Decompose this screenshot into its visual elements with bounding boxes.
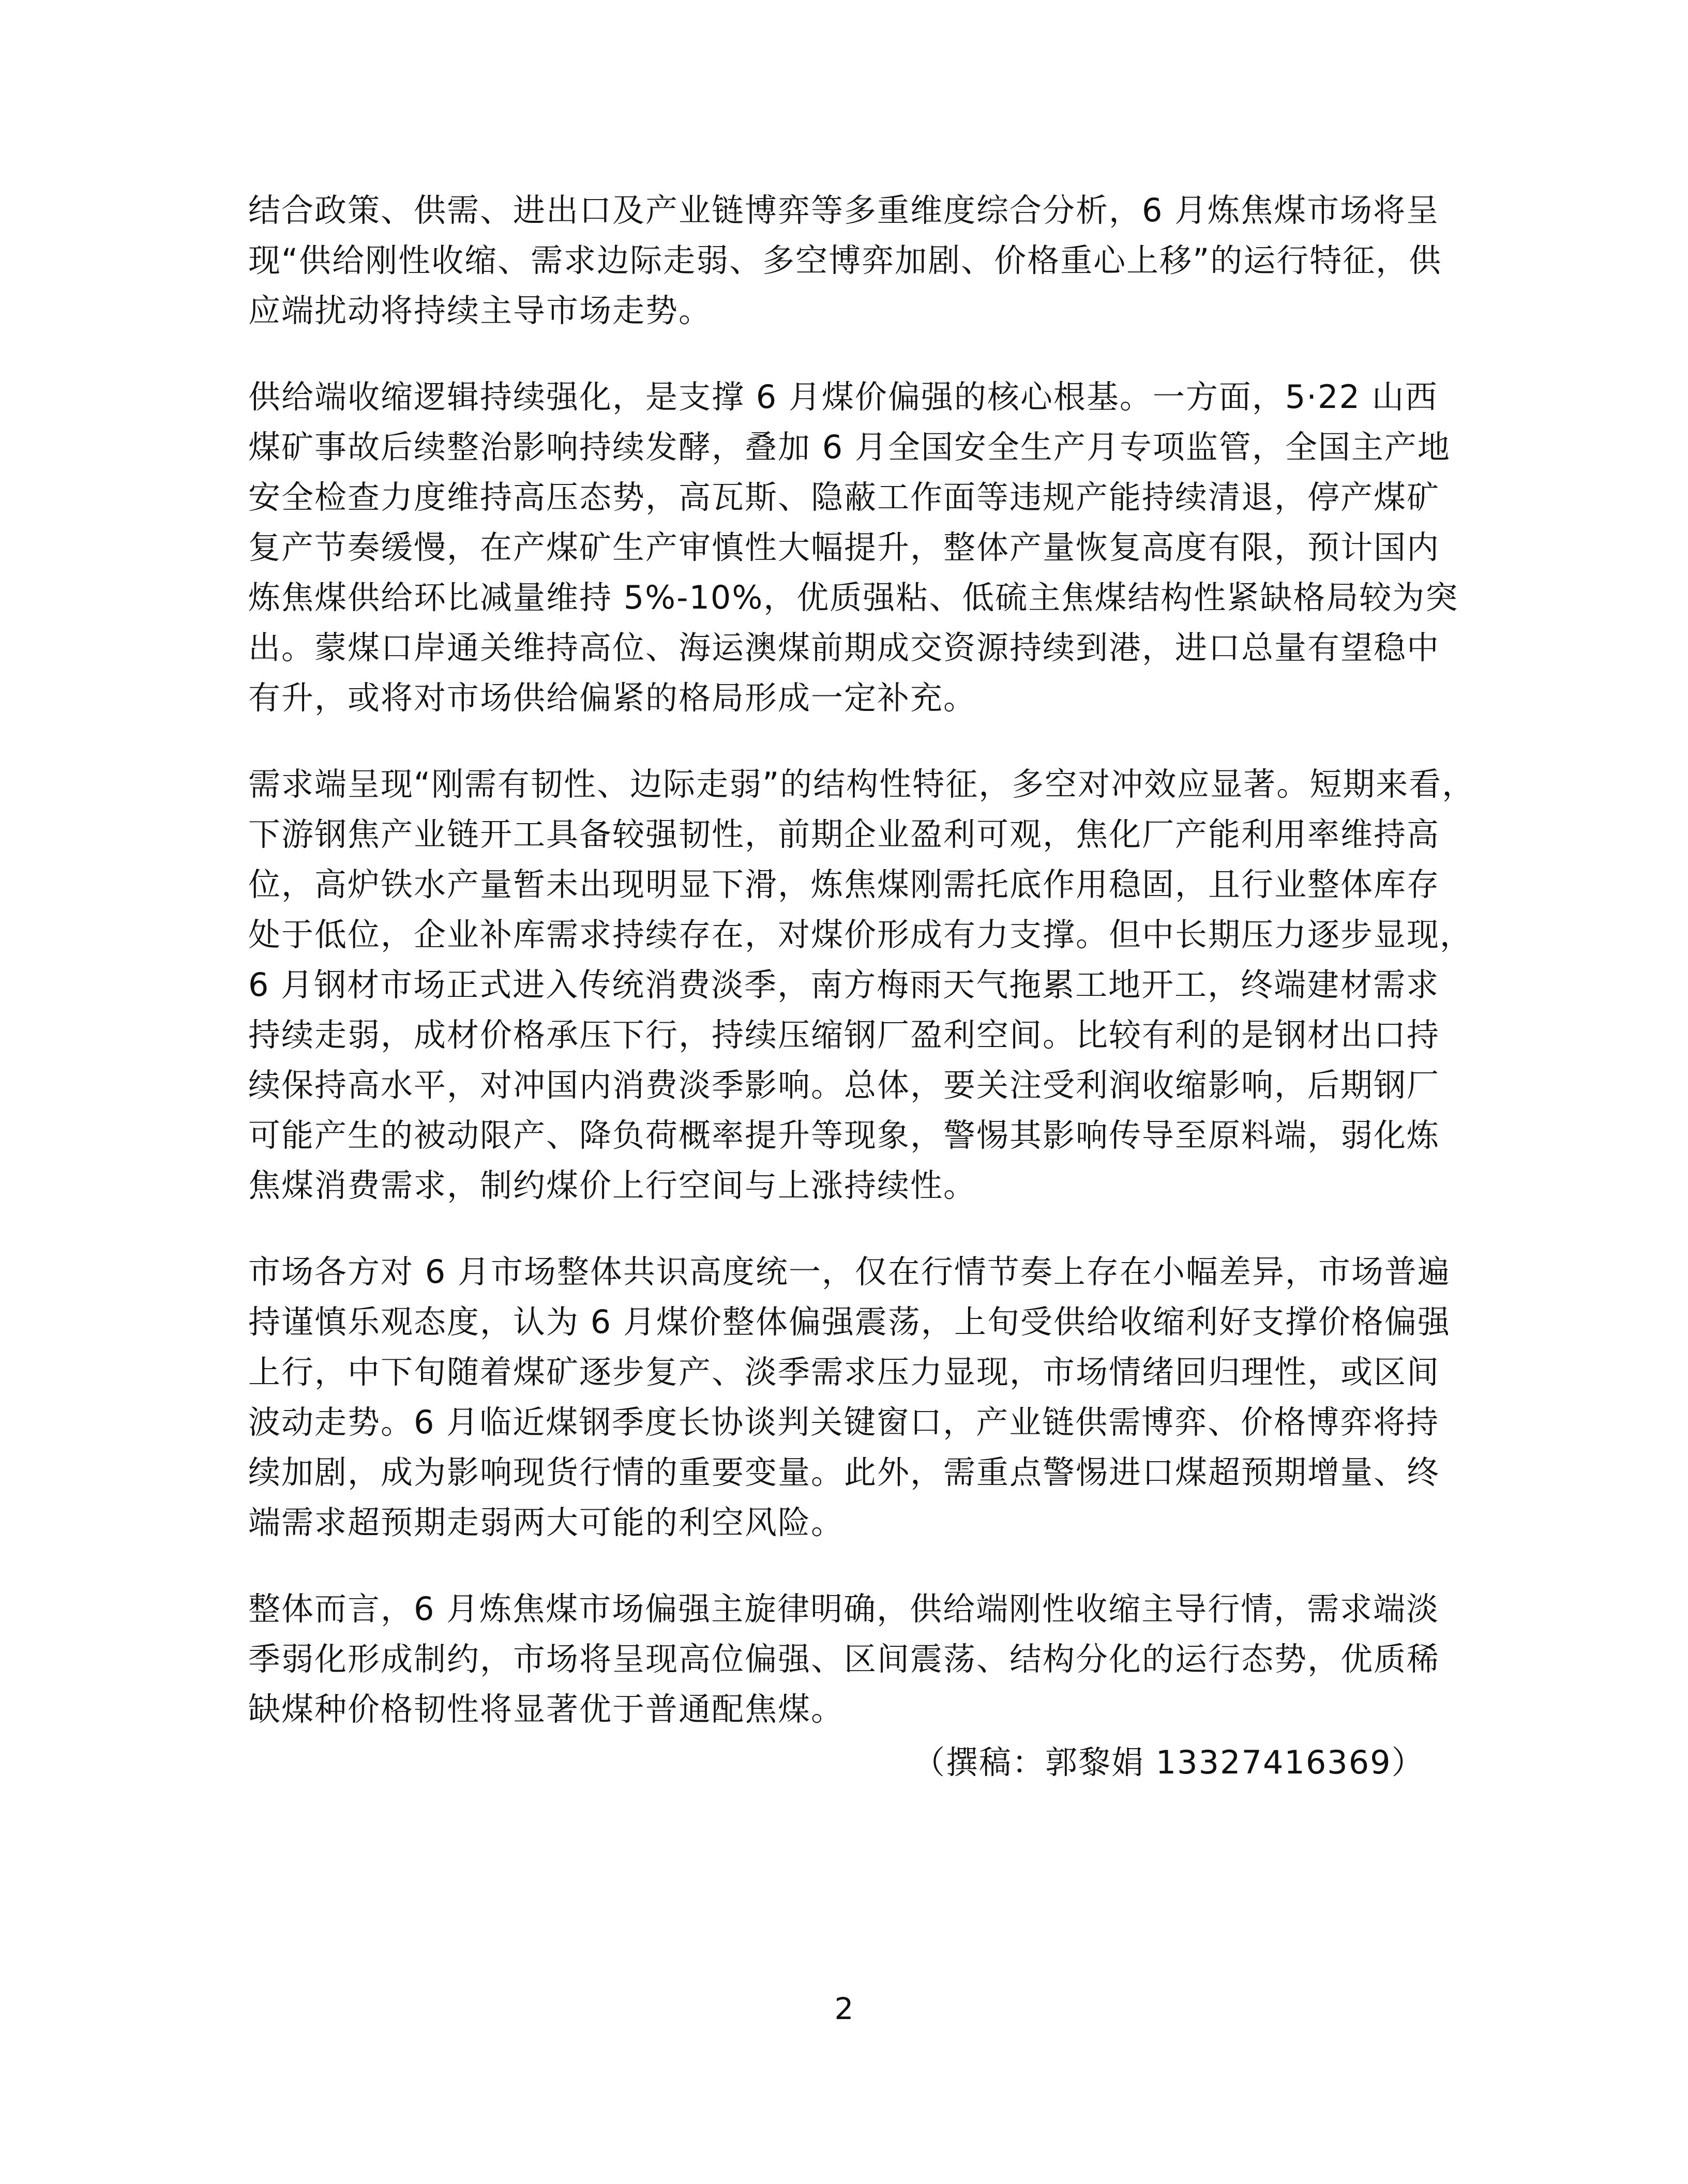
paragraph-5 <box>248 1584 1445 1734</box>
text-line: 缺煤种价格韧性将显著优于普通配焦煤。 <box>248 1690 845 1728</box>
text-line: 焦煤消费需求，制约煤价上行空间与上涨持续性。 <box>248 1166 977 1204</box>
text-line: 炼焦煤供给环比减量维持 5%-10%，优质强粘、低硫主焦煤结构性紧缺格局较为突 <box>248 579 1459 616</box>
paragraph-4 <box>248 1247 1451 1548</box>
text-line: 位，高炉铁水产量暂未出现明显下滑，炼焦煤刚需托底作用稳固，且行业整体库存 <box>248 866 1440 903</box>
text-line: 下游钢焦产业链开工具备较强韧性，前期企业盈利可观，焦化厂产能利用率维持高 <box>248 815 1440 853</box>
text-line: 煤矿事故后续整治影响持续发酵，叠加 6 月全国安全生产月专项监管，全国主产地 <box>248 428 1451 466</box>
text-line: 处于低位，企业补库需求持续存在，对煤价形成有力支撑。但中长期压力逐步显现， <box>248 916 1473 953</box>
author-byline: （撰稿：郭黎娟 13327416369） <box>913 1743 1425 1781</box>
text-line: 复产节奏缓慢，在产煤矿生产审慎性大幅提升，整体产量恢复高度有限，预计国内 <box>248 528 1440 566</box>
paragraph-2 <box>248 372 1459 723</box>
text-line: 安全检查力度维持高压态势，高瓦斯、隐蔽工作面等违规产能持续清退，停产煤矿 <box>248 478 1440 516</box>
text-line: 季弱化形成制约，市场将呈现高位偏强、区间震荡、结构分化的运行态势，优质稀 <box>248 1640 1440 1678</box>
text-line: 市场各方对 6 月市场整体共识高度统一，仅在行情节奏上存在小幅差异，市场普遍 <box>248 1253 1451 1291</box>
text-line: 端需求超预期走弱两大可能的利空风险。 <box>248 1504 845 1541</box>
text-line: 续保持高水平，对冲国内消费淡季影响。总体，要关注受利润收缩影响，后期钢厂 <box>248 1066 1440 1104</box>
text-line: 6 月钢材市场正式进入传统消费淡季，南方梅雨天气拖累工地开工，终端建材需求 <box>248 966 1440 1004</box>
text-line: 上行，中下旬随着煤矿逐步复产、淡季需求压力显现，市场情绪回归理性，或区间 <box>248 1353 1440 1391</box>
text-line: 应端扰动将持续主导市场走势。 <box>248 292 712 329</box>
text-line: 整体而言，6 月炼焦煤市场偏强主旋律明确，供给端刚性收缩主导行情，需求端淡 <box>248 1590 1440 1628</box>
text-line: 持谨慎乐观态度，认为 6 月煤价整体偏强震荡，上旬受供给收缩利好支撑价格偏强 <box>248 1303 1451 1341</box>
text-line: 有升，或将对市场供给偏紧的格局形成一定补充。 <box>248 679 977 717</box>
page-number: 2 <box>834 1991 854 2026</box>
text-line: 需求端呈现“刚需有韧性、边际走弱”的结构性特征，多空对冲效应显著。短期来看， <box>248 765 1475 803</box>
text-line: 持续走弱，成材价格承压下行，持续压缩钢厂盈利空间。比较有利的是钢材出口持 <box>248 1016 1440 1054</box>
text-line: 续加剧，成为影响现货行情的重要变量。此外，需重点警惕进口煤超预期增量、终 <box>248 1453 1440 1491</box>
text-line: 出。蒙煤口岸通关维持高位、海运澳煤前期成交资源持续到港，进口总量有望稳中 <box>248 629 1440 666</box>
text-line: 可能产生的被动限产、降负荷概率提升等现象，警惕其影响传导至原料端，弱化炼 <box>248 1116 1440 1154</box>
paragraph-3 <box>248 759 1475 1210</box>
article-body <box>248 185 1475 1770</box>
paragraph-1 <box>248 185 1445 336</box>
text-line: 波动走势。6 月临近煤钢季度长协谈判关键窗口，产业链供需博弈、价格博弈将持 <box>248 1403 1440 1441</box>
text-line: 结合政策、供需、进出口及产业链博弈等多重维度综合分析，6 月炼焦煤市场将呈 <box>248 191 1440 229</box>
text-line: 供给端收缩逻辑持续强化，是支撑 6 月煤价偏强的核心根基。一方面，5·22 山西 <box>248 378 1438 416</box>
text-line: 现“供给刚性收缩、需求边际走弱、多空博弈加剧、价格重心上移”的运行特征，供 <box>248 241 1442 279</box>
